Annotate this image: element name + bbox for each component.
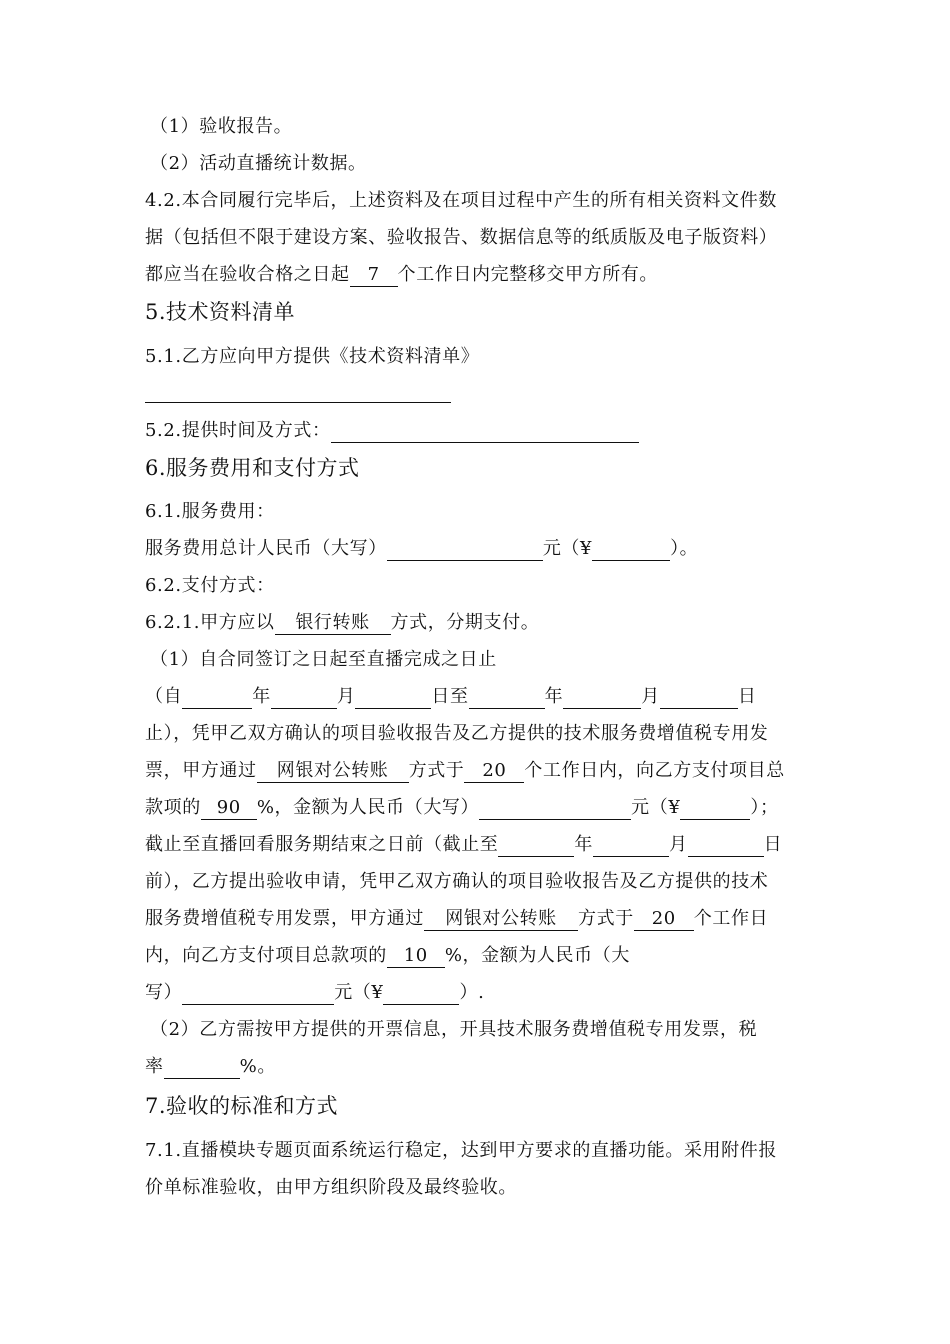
payment-percent-field-2[interactable]: 10 [387,945,445,968]
delivery-method-field[interactable] [331,420,639,443]
amount-words-field-1[interactable] [479,797,631,820]
section-6-heading: 6.服务费用和支付方式 [145,456,360,480]
to-month-field[interactable] [563,686,641,709]
transfer-method-field-2[interactable]: 网银对公转账 [424,908,578,931]
transfer-method-field-1[interactable]: 网银对公转账 [257,760,409,783]
total-fee-line: 服务费用总计人民币（大写） 元（¥ ）。 [145,538,699,559]
item-acceptance-report: （1）验收报告。 [150,116,293,137]
payment-1-line-1: 止），凭甲乙双方确认的项目验收报告及乙方提供的技术服务费增值税专用发 [145,723,769,744]
payment-2-line-1: 截止至直播回看服务期结束之日前（截止至 年 月 日 [145,834,783,855]
section-5-heading: 5.技术资料清单 [145,300,296,324]
from-year-field[interactable] [182,686,252,709]
invoice-line-2: 率 %。 [145,1056,276,1077]
handover-days-field[interactable]: 7 [350,264,398,287]
payment-method-field[interactable]: 银行转账 [275,612,391,635]
clause-4-2-line-2: 据（包括但不限于建设方案、验收报告、数据信息等的纸质版及电子版资料） [145,227,778,248]
payment-1-line-3: 款项的 90 %，金额为人民币（大写） 元（¥ ）； [145,797,779,818]
payment-days-field-2[interactable]: 20 [634,908,694,931]
to-year-field[interactable] [469,686,545,709]
tech-doc-list-blank[interactable] [145,402,451,403]
from-day-field[interactable] [355,686,431,709]
clause-5-2: 5.2.提供时间及方式： [145,419,639,443]
deadline-month-field[interactable] [593,834,669,857]
clause-6-2-1: 6.2.1.甲方应以 银行转账 方式，分期支付。 [145,612,540,633]
payment-1-line-2: 票，甲方通过 网银对公转账 方式于 20 个工作日内，向乙方支付项目总 [145,760,785,781]
payment-percent-field-1[interactable]: 90 [201,797,257,820]
payment-2-line-4: 内，向乙方支付项目总款项的 10 %，金额为人民币（大 [145,945,630,966]
fee-words-field[interactable] [387,538,543,561]
deadline-day-field[interactable] [688,834,764,857]
payment-2-line-3: 服务费增值税专用发票，甲方通过 网银对公转账 方式于 20 个工作日 [145,908,769,929]
amount-field-2[interactable] [383,982,459,1005]
clause-5-1: 5.1.乙方应向甲方提供《技术资料清单》 [145,346,480,367]
to-day-field[interactable] [660,686,738,709]
fee-amount-field[interactable] [592,538,670,561]
section-7-heading: 7.验收的标准和方式 [145,1094,339,1118]
clause-4-2-line-3: 都应当在验收合格之日起 7 个工作日内完整移交甲方所有。 [145,264,659,285]
tax-rate-field[interactable] [164,1056,240,1079]
clause-6-2: 6.2.支付方式： [145,575,275,596]
date-range-line: （自 年 月 日至 年 月 日 [145,686,757,707]
clause-6-1: 6.1.服务费用： [145,501,275,522]
from-month-field[interactable] [271,686,337,709]
payment-days-field-1[interactable]: 20 [464,760,524,783]
amount-field-1[interactable] [680,797,750,820]
clause-4-2-line-1: 4.2.本合同履行完毕后，上述资料及在项目过程中产生的所有相关资料文件数 [145,190,777,211]
clause-7-1-line-1: 7.1.直播模块专题页面系统运行稳定，达到甲方要求的直播功能。采用附件报 [145,1140,777,1161]
amount-words-field-2[interactable] [182,982,334,1005]
invoice-line-1: （2）乙方需按甲方提供的开票信息，开具技术服务费增值税专用发票，税 [150,1019,758,1040]
clause-7-1-line-2: 价单标准验收，由甲方组织阶段及最终验收。 [145,1177,517,1198]
deadline-year-field[interactable] [498,834,574,857]
item-live-statistics: （2）活动直播统计数据。 [150,153,367,174]
payment-2-line-5: 写） 元（¥ ）. [145,982,485,1003]
stage-1-text: （1）自合同签订之日起至直播完成之日止 [150,649,497,670]
payment-2-line-2: 前），乙方提出验收申请，凭甲乙双方确认的项目验收报告及乙方提供的技术 [145,871,769,892]
